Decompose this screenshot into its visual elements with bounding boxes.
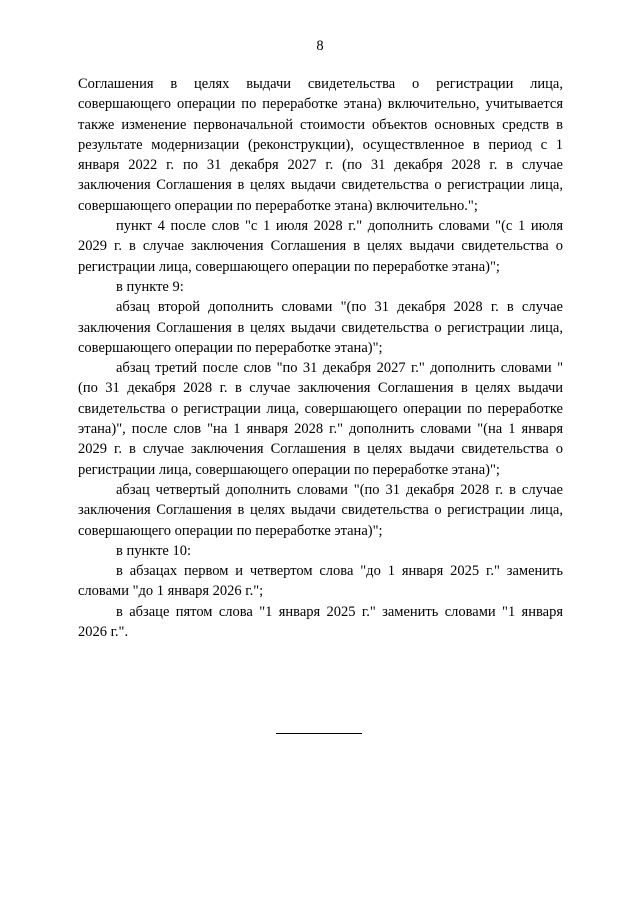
page-number: 8 [316,38,324,54]
paragraph-item-9-abzac-3: абзац третий после слов "по 31 декабря 2027 г." дополнить словами "(по 31 декабря 2028 г. в случае заключения Соглашения в целях выдачи свидетельства о регистрации лица, совершающего операции по переработке этана)", после слов "на 1 января 2028 г." дополнить словами "(на 1 января 2029 г. в случае заключения Соглашения в целях выдачи свидетельства о регистрации лица, совершающего операции по переработке этана)"; [78,360,563,478]
paragraph-item-10-abzac-5: в абзаце пятом слова "1 января 2025 г." заменить словами "1 января 2026 г.". [78,603,563,641]
paragraph-item-9-heading: в пункте 9: [116,278,184,295]
paragraph-item-10-heading: в пункте 10: [116,542,192,559]
end-of-document-rule [276,733,362,734]
paragraph-item-9-abzac-2: абзац второй дополнить словами "(по 31 декабря 2028 г. в случае заключения Соглашения в целях выдачи свидетельства о регистрации лица, совершающего операции по переработке этана)"; [78,299,563,356]
document-body [78,74,563,642]
paragraph-item-9-abzac-4: абзац четвертый дополнить словами "(по 31 декабря 2028 г. в случае заключения Соглашения в целях выдачи свидетельства о регистрации лица, совершающего операции по переработке этана)"; [78,481,563,539]
paragraph-item-4: пункт 4 после слов "с 1 июля 2028 г." дополнить словами "(с 1 июля 2029 г. в случае заключения Соглашения в целях выдачи свидетельства о регистрации лица, совершающего операции по переработке этана)"; [78,218,563,275]
paragraph-continuation: Соглашения в целях выдачи свидетельства о регистрации лица, совершающего операции по переработке этана) включительно, учитывается также изменение первоначальной стоимости объектов основных средств в результате модернизации (реконструкции), осуществленное в период с 1 января 2022 г. по 31 декабря 2027 г. (по 31 декабря 2028 г. в случае заключения Соглашения в целях выдачи свидетельства о регистрации лица, совершающего операции по переработке этана) включительно."; [78,76,563,214]
paragraph-item-10-abzac-1-4: в абзацах первом и четвертом слова "до 1 января 2025 г." заменить словами "до 1 января 2026 г."; [78,563,563,600]
